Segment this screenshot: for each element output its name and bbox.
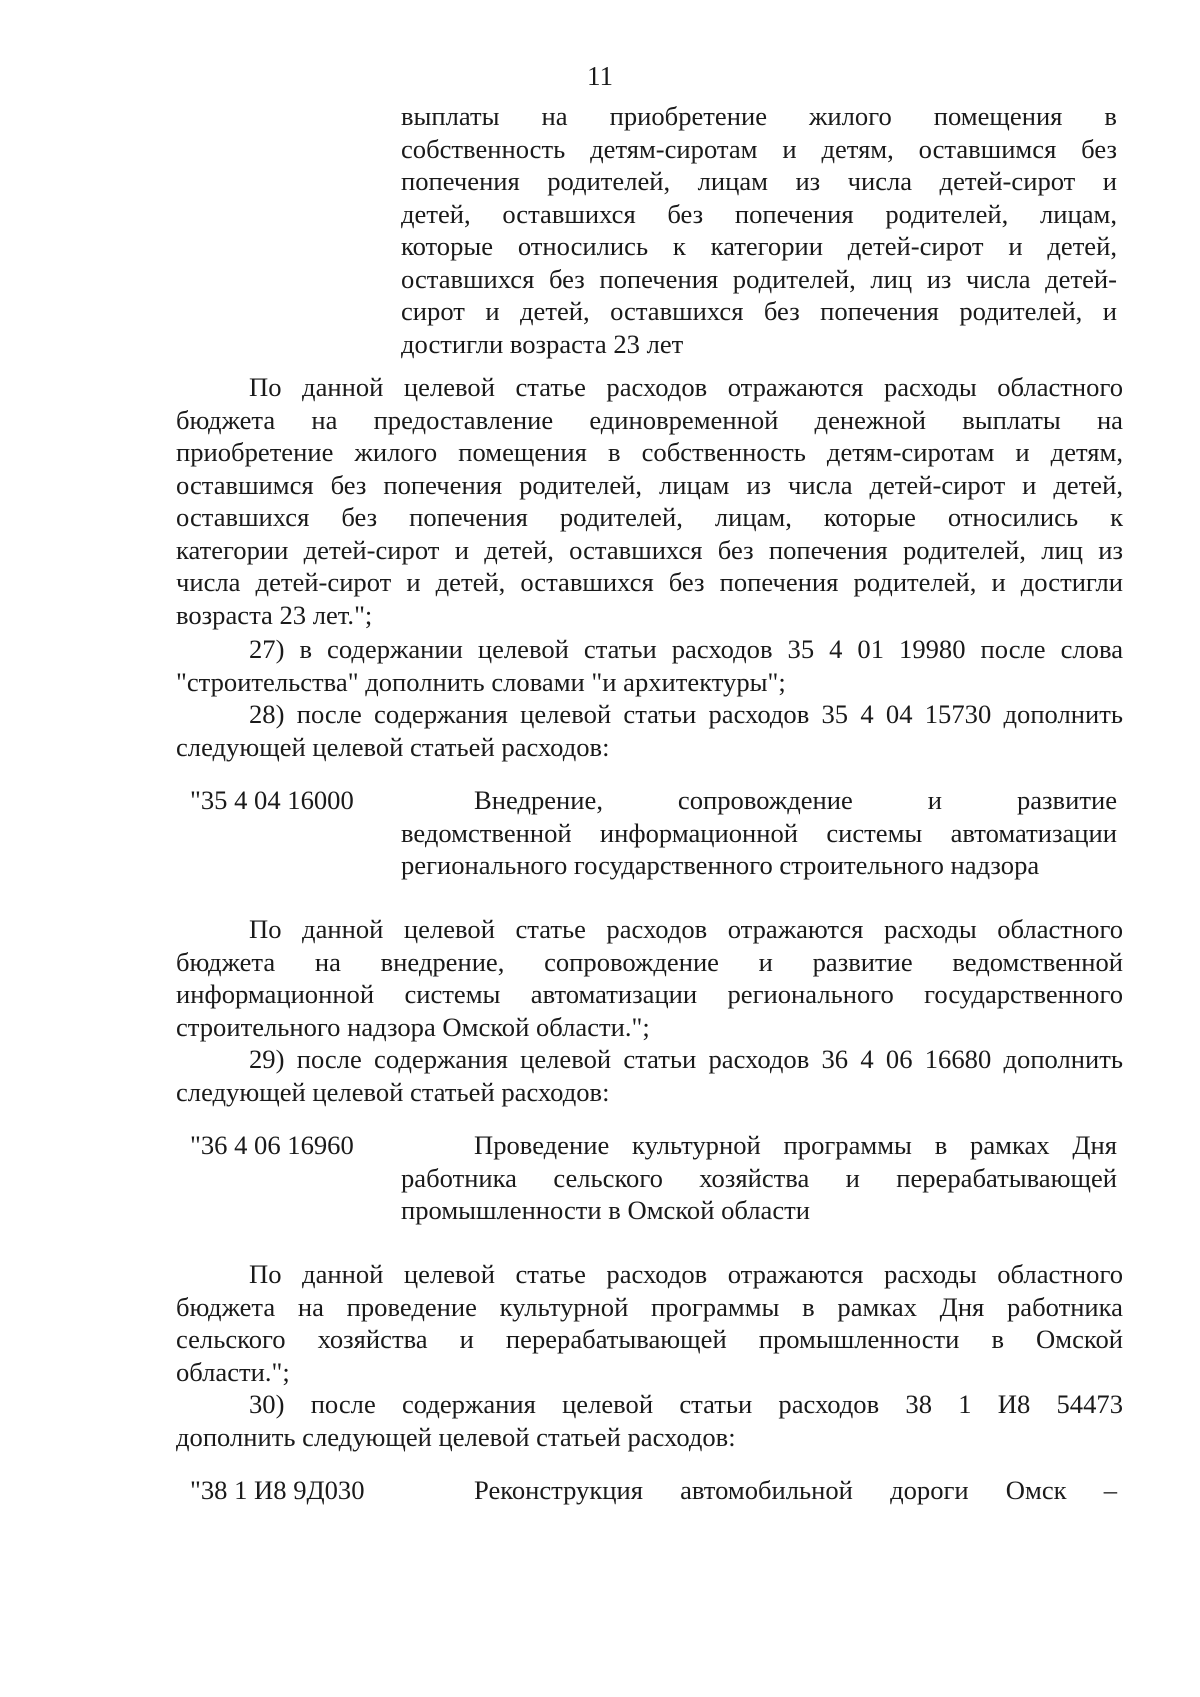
- text-line: 27) в содержании целевой статьи расходов 35 4 01 19980 после слова: [249, 634, 1123, 664]
- text-line: 28) после содержания целевой статьи расходов 35 4 04 15730 дополнить: [249, 699, 1123, 729]
- text-line: информационной системы автоматизации регионального государственного: [176, 979, 1123, 1009]
- text-line: 29) после содержания целевой статьи расходов 36 4 06 16680 дополнить: [249, 1044, 1123, 1074]
- text-line: По данной целевой статье расходов отражаются расходы областного: [249, 372, 1123, 402]
- text-line: выплаты на приобретение жилого помещения в: [401, 101, 1117, 131]
- text-line: сельского хозяйства и перерабатывающей промышленности в Омской: [176, 1324, 1123, 1354]
- item-28: [176, 698, 1123, 763]
- text-line: возраста 23 лет.";: [176, 599, 373, 630]
- page-number: 11: [587, 61, 613, 91]
- text-line: строительного надзора Омской области.";: [176, 1011, 650, 1042]
- text-line: По данной целевой статье расходов отражаются расходы областного: [249, 1259, 1123, 1289]
- text-line: 30) после содержания целевой статьи расходов 38 1 И8 54473: [249, 1389, 1123, 1419]
- text-line: промышленности в Омской области: [401, 1195, 810, 1225]
- text-line: Проведение культурной программы в рамках Дня: [474, 1130, 1117, 1160]
- item-29: [176, 1043, 1123, 1108]
- text-line: следующей целевой статьей расходов:: [176, 731, 610, 762]
- budget-code-3-description: [401, 1474, 1117, 1507]
- item-27: [176, 633, 1123, 698]
- text-line: дополнить следующей целевой статьей расходов:: [176, 1421, 736, 1452]
- text-line: бюджета на проведение культурной программы в рамках Дня работника: [176, 1291, 1123, 1322]
- text-line: По данной целевой статье расходов отражаются расходы областного: [249, 914, 1123, 944]
- text-line: оставшимся без попечения родителей, лицам из числа детей-сирот и детей,: [176, 469, 1123, 500]
- text-line: оставшихся без попечения родителей, лиц из числа детей-: [401, 263, 1117, 294]
- budget-code-3: "38 1 И8 9Д030: [190, 1475, 365, 1505]
- text-line: собственность детям-сиротам и детям, оставшимся без: [401, 133, 1117, 164]
- text-line: оставшихся без попечения родителей, лицам, которые относились к: [176, 502, 1123, 532]
- text-line: "строительства" дополнить словами "и архитектуры";: [176, 666, 786, 697]
- text-line: Реконструкция автомобильной дороги Омск –: [474, 1475, 1117, 1505]
- budget-code-2-description: [401, 1129, 1117, 1227]
- paragraph-1: [176, 371, 1123, 631]
- text-line: попечения родителей, лицам из числа детей-сирот и: [401, 166, 1117, 196]
- text-line: которые относились к категории детей-сирот и детей,: [401, 231, 1117, 261]
- text-line: регионального государственного строительного надзора: [401, 850, 1040, 880]
- text-line: числа детей-сирот и детей, оставшихся без попечения родителей, и достигли: [176, 567, 1123, 597]
- paragraph-3: [176, 1258, 1123, 1388]
- text-line: ведомственной информационной системы автоматизации: [401, 817, 1117, 848]
- text-line: работника сельского хозяйства и перерабатывающей: [401, 1162, 1117, 1193]
- text-line: категории детей-сирот и детей, оставшихся без попечения родителей, лиц из: [176, 534, 1123, 565]
- text-line: области.";: [176, 1356, 290, 1387]
- budget-code-1-description: [401, 784, 1117, 882]
- budget-code-1: "35 4 04 16000: [190, 785, 354, 815]
- text-line: бюджета на внедрение, сопровождение и развитие ведомственной: [176, 946, 1123, 977]
- text-line: детей, оставшихся без попечения родителей, лицам,: [401, 198, 1117, 229]
- text-line: приобретение жилого помещения в собственность детям-сиротам и детям,: [176, 437, 1123, 467]
- text-line: достигли возраста 23 лет: [401, 328, 684, 359]
- budget-code-2: "36 4 06 16960: [190, 1130, 354, 1160]
- text-line: Внедрение, сопровождение и развитие: [474, 785, 1117, 815]
- item-30: [176, 1388, 1123, 1453]
- paragraph-2: [176, 913, 1123, 1043]
- top-description: [401, 100, 1117, 360]
- text-line: бюджета на предоставление единовременной денежной выплаты на: [176, 404, 1123, 435]
- text-line: следующей целевой статьей расходов:: [176, 1076, 610, 1107]
- text-line: сирот и детей, оставшихся без попечения родителей, и: [401, 296, 1117, 326]
